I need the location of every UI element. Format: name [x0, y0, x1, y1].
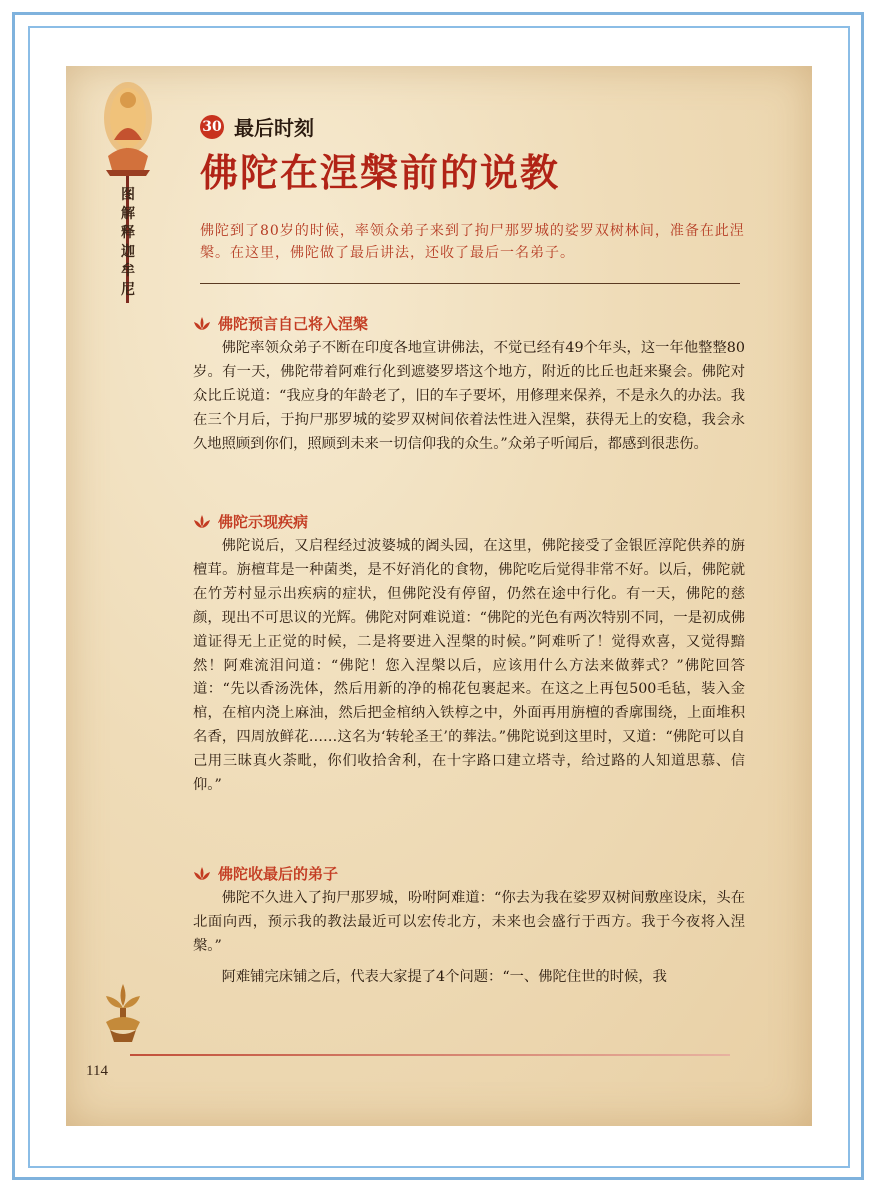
- section-heading: [192, 863, 338, 884]
- section-heading-text: 佛陀示现疾病: [218, 513, 309, 531]
- sidebar-char: 释: [121, 225, 135, 241]
- lotus-ornament-icon: [100, 982, 146, 1044]
- sidebar-char: 解: [121, 206, 135, 222]
- footer-rule: [130, 1054, 730, 1056]
- body-paragraph: 阿难铺完床铺之后，代表大家提了4个问题：“一、佛陀住世的时候，我: [221, 969, 667, 985]
- lotus-icon: [192, 866, 212, 882]
- body-paragraph: 佛陀率领众弟子不断在印度各地宣讲佛法，不觉已经有49个年头，这一年他整整80岁。有一天，佛陀带着阿难行化到遮婆罗塔这个地方，附近的比丘也赶来聚会。佛陀对众比丘说道：“我应身的年龄老了，旧的车子要坏，用修理来保养，不是永久的办法。我在三个月后，于拘尸那罗城的娑罗双树间依着法性进入涅槃，获得无上的安稳，我会永久地照顾到你们，照顾到未来一切信仰我的众生。”众弟子听闻后，都感到很悲伤。: [193, 340, 745, 452]
- sidebar-char: 尼: [121, 282, 135, 298]
- page-number: 114: [86, 1063, 108, 1079]
- lotus-icon: [192, 316, 212, 332]
- sidebar-vertical-title: [113, 186, 143, 300]
- section-heading-text: 佛陀预言自己将入涅槃: [218, 315, 369, 333]
- sidebar-char: 图: [121, 187, 135, 203]
- lotus-icon: [192, 514, 212, 530]
- section-heading: [192, 313, 368, 334]
- sidebar-char: 迦: [121, 244, 135, 260]
- intro-paragraph: 佛陀到了80岁的时候，率领众弟子来到了拘尸那罗城的娑罗双树林间，准备在此涅槃。在这里，佛陀做了最后讲法，还收了最后一名弟子。: [200, 223, 745, 261]
- header-divider: [200, 283, 740, 284]
- chapter-subtitle: 最后时刻: [234, 116, 314, 140]
- buddha-icon: [102, 78, 154, 178]
- body-paragraph: 佛陀说后，又启程经过波婆城的阇头园，在这里，佛陀接受了金银匠淳陀供养的旃檀茸。旃檀茸是一种菌类，是不好消化的食物，佛陀吃后觉得非常不好。以后，佛陀就在竹芳村显示出疾病的症状，但佛陀没有停留，仍然在途中行化。有一天，佛陀的慈颜，现出不可思议的光辉。佛陀对阿难说道：“佛陀的光色有两次特别不同，一是初成佛道证得无上正觉的时候，二是将要进入涅槃的时候。”阿难听了！觉得欢喜，又觉得黯然！阿难流泪问道：“佛陀！您入涅槃以后，应该用什么方法来做葬式？”佛陀回答道：“先以香汤洗体，然后用新的净的棉花包裹起来。在这之上再包500毛毡，装入金棺，在棺内浇上麻油，然后把金棺纳入铁椁之中，外面再用旃檀的香廓围绕，上面堆积名香，四周放鲜花……这名为‘转轮圣王’的葬法。”佛陀说到这里时，又道：“佛陀可以自己用三昧真火荼毗，你们收拾舍利，在十字路口建立塔寺，给过路的人知道思慕、信仰。”: [193, 538, 745, 794]
- sidebar-char: 牟: [121, 263, 135, 279]
- section-heading-text: 佛陀收最后的弟子: [218, 865, 339, 883]
- chapter-number-badge: 30: [200, 115, 224, 139]
- section-heading: [192, 511, 308, 532]
- body-paragraph: 佛陀不久进入了拘尸那罗城，吩咐阿难道：“你去为我在娑罗双树间敷座设床，头在北面向西，预示我的教法最近可以宏传北方，未来也会盛行于西方。我于今夜将入涅槃。”: [193, 890, 745, 954]
- chapter-title: 佛陀在涅槃前的说教: [200, 151, 561, 195]
